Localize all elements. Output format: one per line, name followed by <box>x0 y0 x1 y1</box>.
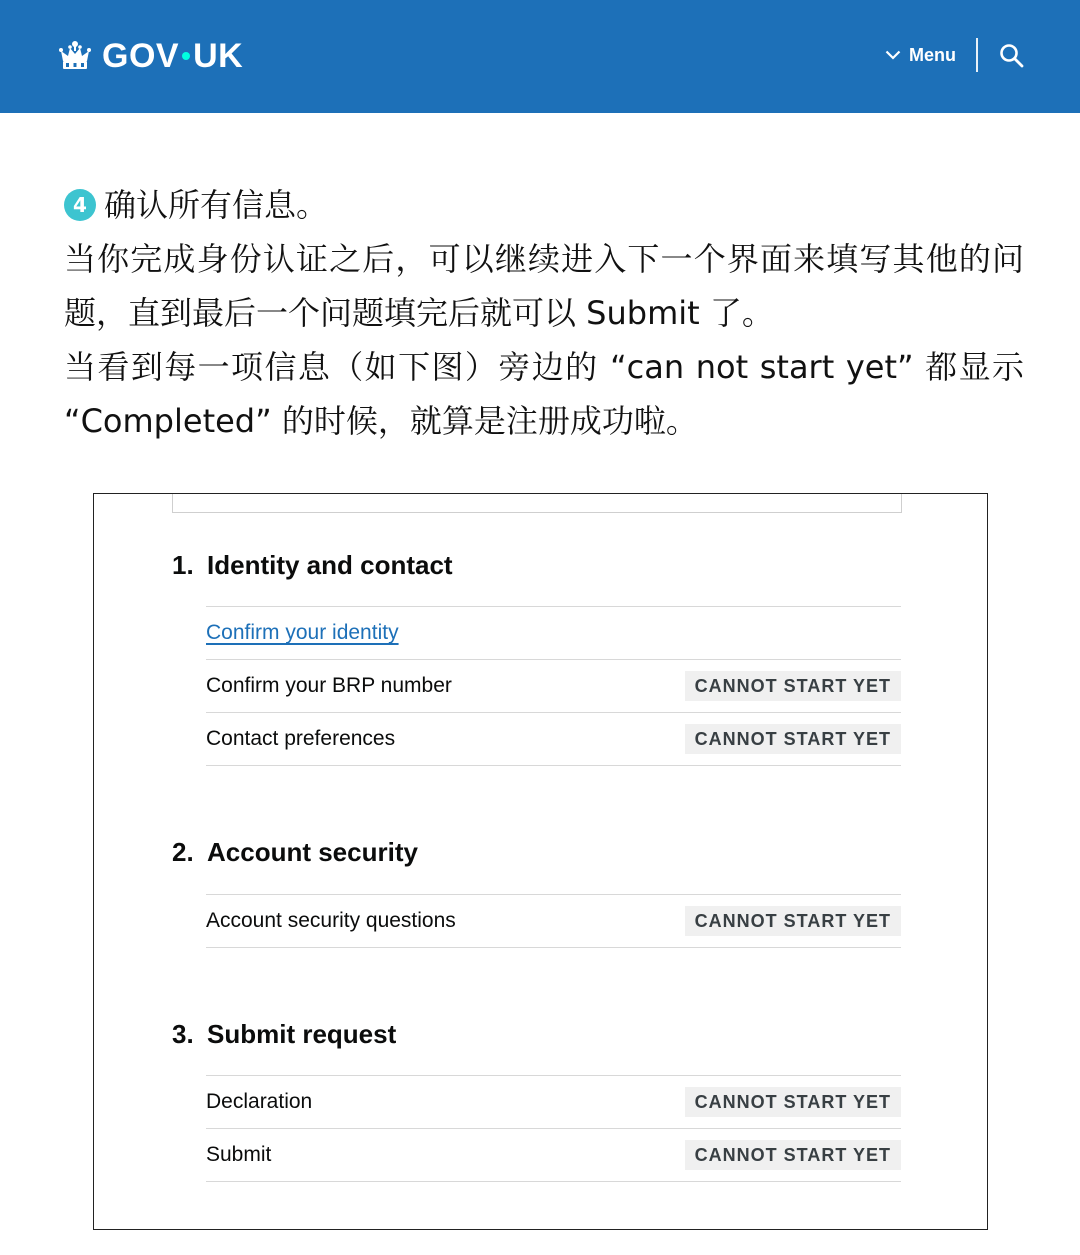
search-icon <box>998 42 1026 70</box>
instructions <box>64 178 1024 448</box>
chevron-down-icon <box>885 49 901 61</box>
govuk-header <box>0 0 1080 113</box>
logo-text-gov: GOV <box>102 36 180 75</box>
instruction-paragraph-2: 当看到每一项信息（如下图）旁边的 “can not start yet” 都显示 “Completed” 的时候，就算是注册成功啦。 <box>64 348 1024 440</box>
task-label: Confirm your BRP number <box>206 674 452 697</box>
task-label: Account security questions <box>206 909 456 932</box>
logo-text-uk: UK <box>193 36 244 75</box>
task-label: Submit <box>206 1143 272 1166</box>
crown-icon <box>58 39 92 73</box>
logo-wordmark <box>102 37 243 76</box>
task-row <box>206 895 901 948</box>
status-badge: CANNOT START YET <box>685 1087 901 1117</box>
section-number: 3. <box>172 1019 194 1049</box>
status-badge: CANNOT START YET <box>685 1140 901 1170</box>
section-title: Identity and contact <box>207 550 453 580</box>
confirm-identity-link[interactable]: Confirm your identity <box>206 621 399 644</box>
govuk-logo[interactable] <box>58 36 243 76</box>
step-number-badge: 4 <box>64 189 96 221</box>
section-heading-submit-request <box>172 1019 396 1050</box>
section-heading-identity <box>172 550 453 581</box>
status-badge: CANNOT START YET <box>685 906 901 936</box>
menu-label: Menu <box>909 44 956 65</box>
task-list-account-security <box>206 894 901 948</box>
task-row <box>206 1129 901 1182</box>
logo-dot <box>182 52 190 60</box>
menu-button[interactable] <box>885 40 956 70</box>
instruction-paragraph-1: 当你完成身份认证之后，可以继续进入下一个界面来填写其他的问题，直到最后一个问题填完后就可以 Submit 了。 <box>64 240 1024 332</box>
task-label: Declaration <box>206 1090 313 1113</box>
section-title: Submit request <box>207 1019 397 1049</box>
task-row <box>206 607 901 660</box>
task-row <box>206 713 901 766</box>
section-number: 1. <box>172 550 194 580</box>
section-title: Account security <box>207 837 418 867</box>
task-row <box>206 660 901 713</box>
task-list-submit-request <box>206 1075 901 1182</box>
section-number: 2. <box>172 837 194 867</box>
step-title: 确认所有信息。 <box>104 186 329 224</box>
task-list-screenshot <box>93 493 988 1230</box>
task-list-identity <box>206 606 901 766</box>
section-heading-account-security <box>172 837 418 868</box>
search-button[interactable] <box>998 42 1026 70</box>
step-heading <box>64 178 1024 232</box>
header-divider <box>976 38 978 72</box>
task-row <box>206 1076 901 1129</box>
status-badge: CANNOT START YET <box>685 724 901 754</box>
top-panel-edge <box>172 493 902 513</box>
task-label: Contact preferences <box>206 727 396 750</box>
status-badge: CANNOT START YET <box>685 671 901 701</box>
